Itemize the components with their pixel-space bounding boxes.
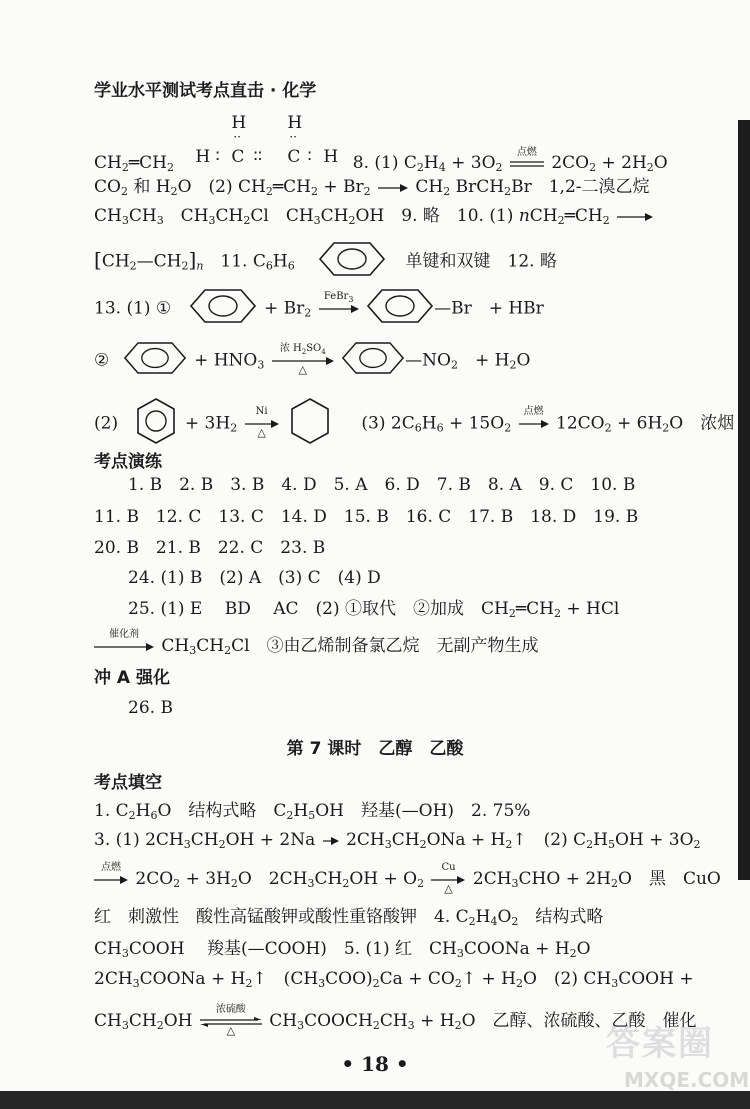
section-heading-fill-in: 考点填空 [94,773,162,793]
reaction-arrow-ni: Ni △ [245,419,279,429]
benzene-ring-icon [366,288,434,330]
section-heading-advanced: 冲 A 强化 [94,668,170,688]
cyclohexane-ring-icon [290,397,330,451]
line-polyethylene-benzene: $[CH_2—CH_2]_n$ 11. $C_6H_6$ 单键和双键 12. 略 [94,241,557,283]
answer-line-25: 25. (1) E BD AC (2) ①取代 ②加成 $CH_2═CH_2$ + HCl [128,599,620,620]
reaction-arrow-ignite: 点燃 [519,419,549,429]
section-heading-practice: 考点演练 [94,452,162,472]
reversible-arrow-sulfuric-acid: 浓硫酸 △ [200,1017,262,1027]
watermark-text-cn: 答案圈 [606,1024,714,1064]
answer-line-3: 20. B 21. B 22. C 23. B [94,538,326,558]
watermark-text-en: MXQE.COM [624,1068,750,1092]
benzene-ring-icon [123,341,187,381]
line-benzene-hydrogenation: (2) + $3H_2$ Ni △ (3) $2C_6H_6 + 15O_2$ 点燃 $12CO_2 + 6H_2O$ 浓烟 [94,397,734,451]
reaction-arrow-cu: Cu △ [431,875,465,885]
reaction-arrow [378,183,408,193]
watermark-logo [596,1010,750,1100]
benzene-ring-icon [318,241,386,283]
lewis-structure: H ∶ C H ·· ∶∶ C H ·· ∶ H [195,113,339,167]
benzene-ring-icon [189,288,257,330]
fill-line-6: $2CH_3COONa$ + $H_2↑$ $(CH_3COO)_2Ca$ + $CO_2↑ + H_2O$ (2) $CH_3COOH$ + [94,969,694,990]
line-polymerization: $CH_3CH_3$ $CH_3CH_2Cl$ $CH_3CH_2OH$ 9. 略 10. (1) $nCH_2═CH_2$ [94,205,655,227]
line-bromination: $CO_2$ 和 $H_2O$ (2) $CH_2═CH_2 + Br_2$ $CH_2$ BrCH$_2$Br 1,2-二溴乙烷 [94,177,650,198]
line-benzene-nitration: ② + $HNO_3$ 浓 $H_2SO_4$ △ $—NO_2$ + $H_2O$ [94,341,530,381]
answer-line-24: 24. (1) B (2) A (3) C (4) D [128,568,381,588]
reaction-arrow [617,212,653,222]
running-header: 学业水平测试考点直击 · 化学 [94,81,317,101]
line-ethylene-structure: $CH_2═CH_2$ H ∶ C H ·· ∶∶ C H ·· ∶ H 8. (1) $C_2H_4 + 3O_2$ 点燃 $2CO_2 + 2H_2O$ [94,113,668,174]
reaction-arrow-febr3: FeBr$_3$ [319,304,359,314]
reaction-arrow-ignite: 点燃 [94,875,128,885]
fill-line-7: $CH_3CH_2OH$ 浓硫酸 △ $CH_3COOCH_2CH_3 + H_2O$ 乙醇、浓硫酸、乙酸 催化 [94,1003,697,1037]
fill-line-5: $CH_3COOH$ 羧基(—COOH) 5. (1) 红 $CH_3COONa + H_2O$ [94,939,591,960]
benzene-ring-icon [341,341,405,381]
answer-line-1: 1. B 2. B 3. B 4. D 5. A 6. D 7. B 8. A 9. C 10. B [128,475,636,495]
reaction-arrow [323,836,339,846]
answer-line-26: 26. B [128,698,173,718]
reaction-arrow-h2so4: 浓 $H_2SO_4$ △ [272,356,334,366]
book-spine-shadow [738,120,750,880]
answer-line-2: 11. B 12. C 13. C 14. D 15. B 16. C 17. B 18. D 19. B [94,507,639,527]
fill-line-2: 3. (1) $2CH_3CH_2OH + 2Na$ $2CH_3CH_2ONa$ + $H_2↑$ (2) $C_2H_5OH + 3O_2$ [94,830,701,851]
reaction-equals-ignite: 点燃 [516,146,537,158]
fill-line-3: 点燃 $2CO_2 + 3H_2O$ $2CH_3CH_2OH + O_2$ Cu △ $2CH_3CHO + 2H_2O$ 黑 CuO [94,868,721,890]
lesson-title: 第 7 课时 乙醇 乙酸 [286,739,464,759]
answer-line-25-continued: 催化剂 $CH_3CH_2Cl$ ③由乙烯制备氯乙烷 无副产物生成 [94,635,539,657]
fill-line-4: 红 刺激性 酸性高锰酸钾或酸性重铬酸钾 4. $C_2H_4O_2$ 结构式略 [94,907,604,928]
line-benzene-bromination: 13. (1) ① + $Br_2$ FeBr$_3$ —Br + HBr [94,288,544,330]
page-number: • 18 • [341,1052,409,1076]
benzene-ring-vertical-icon [136,397,176,451]
reaction-arrow-catalyst: 催化剂 [94,642,154,652]
fill-line-1: 1. $C_2H_6O$ 结构式略 $C_2H_5OH$ 羟基(—OH) 2. 75% [94,801,531,822]
